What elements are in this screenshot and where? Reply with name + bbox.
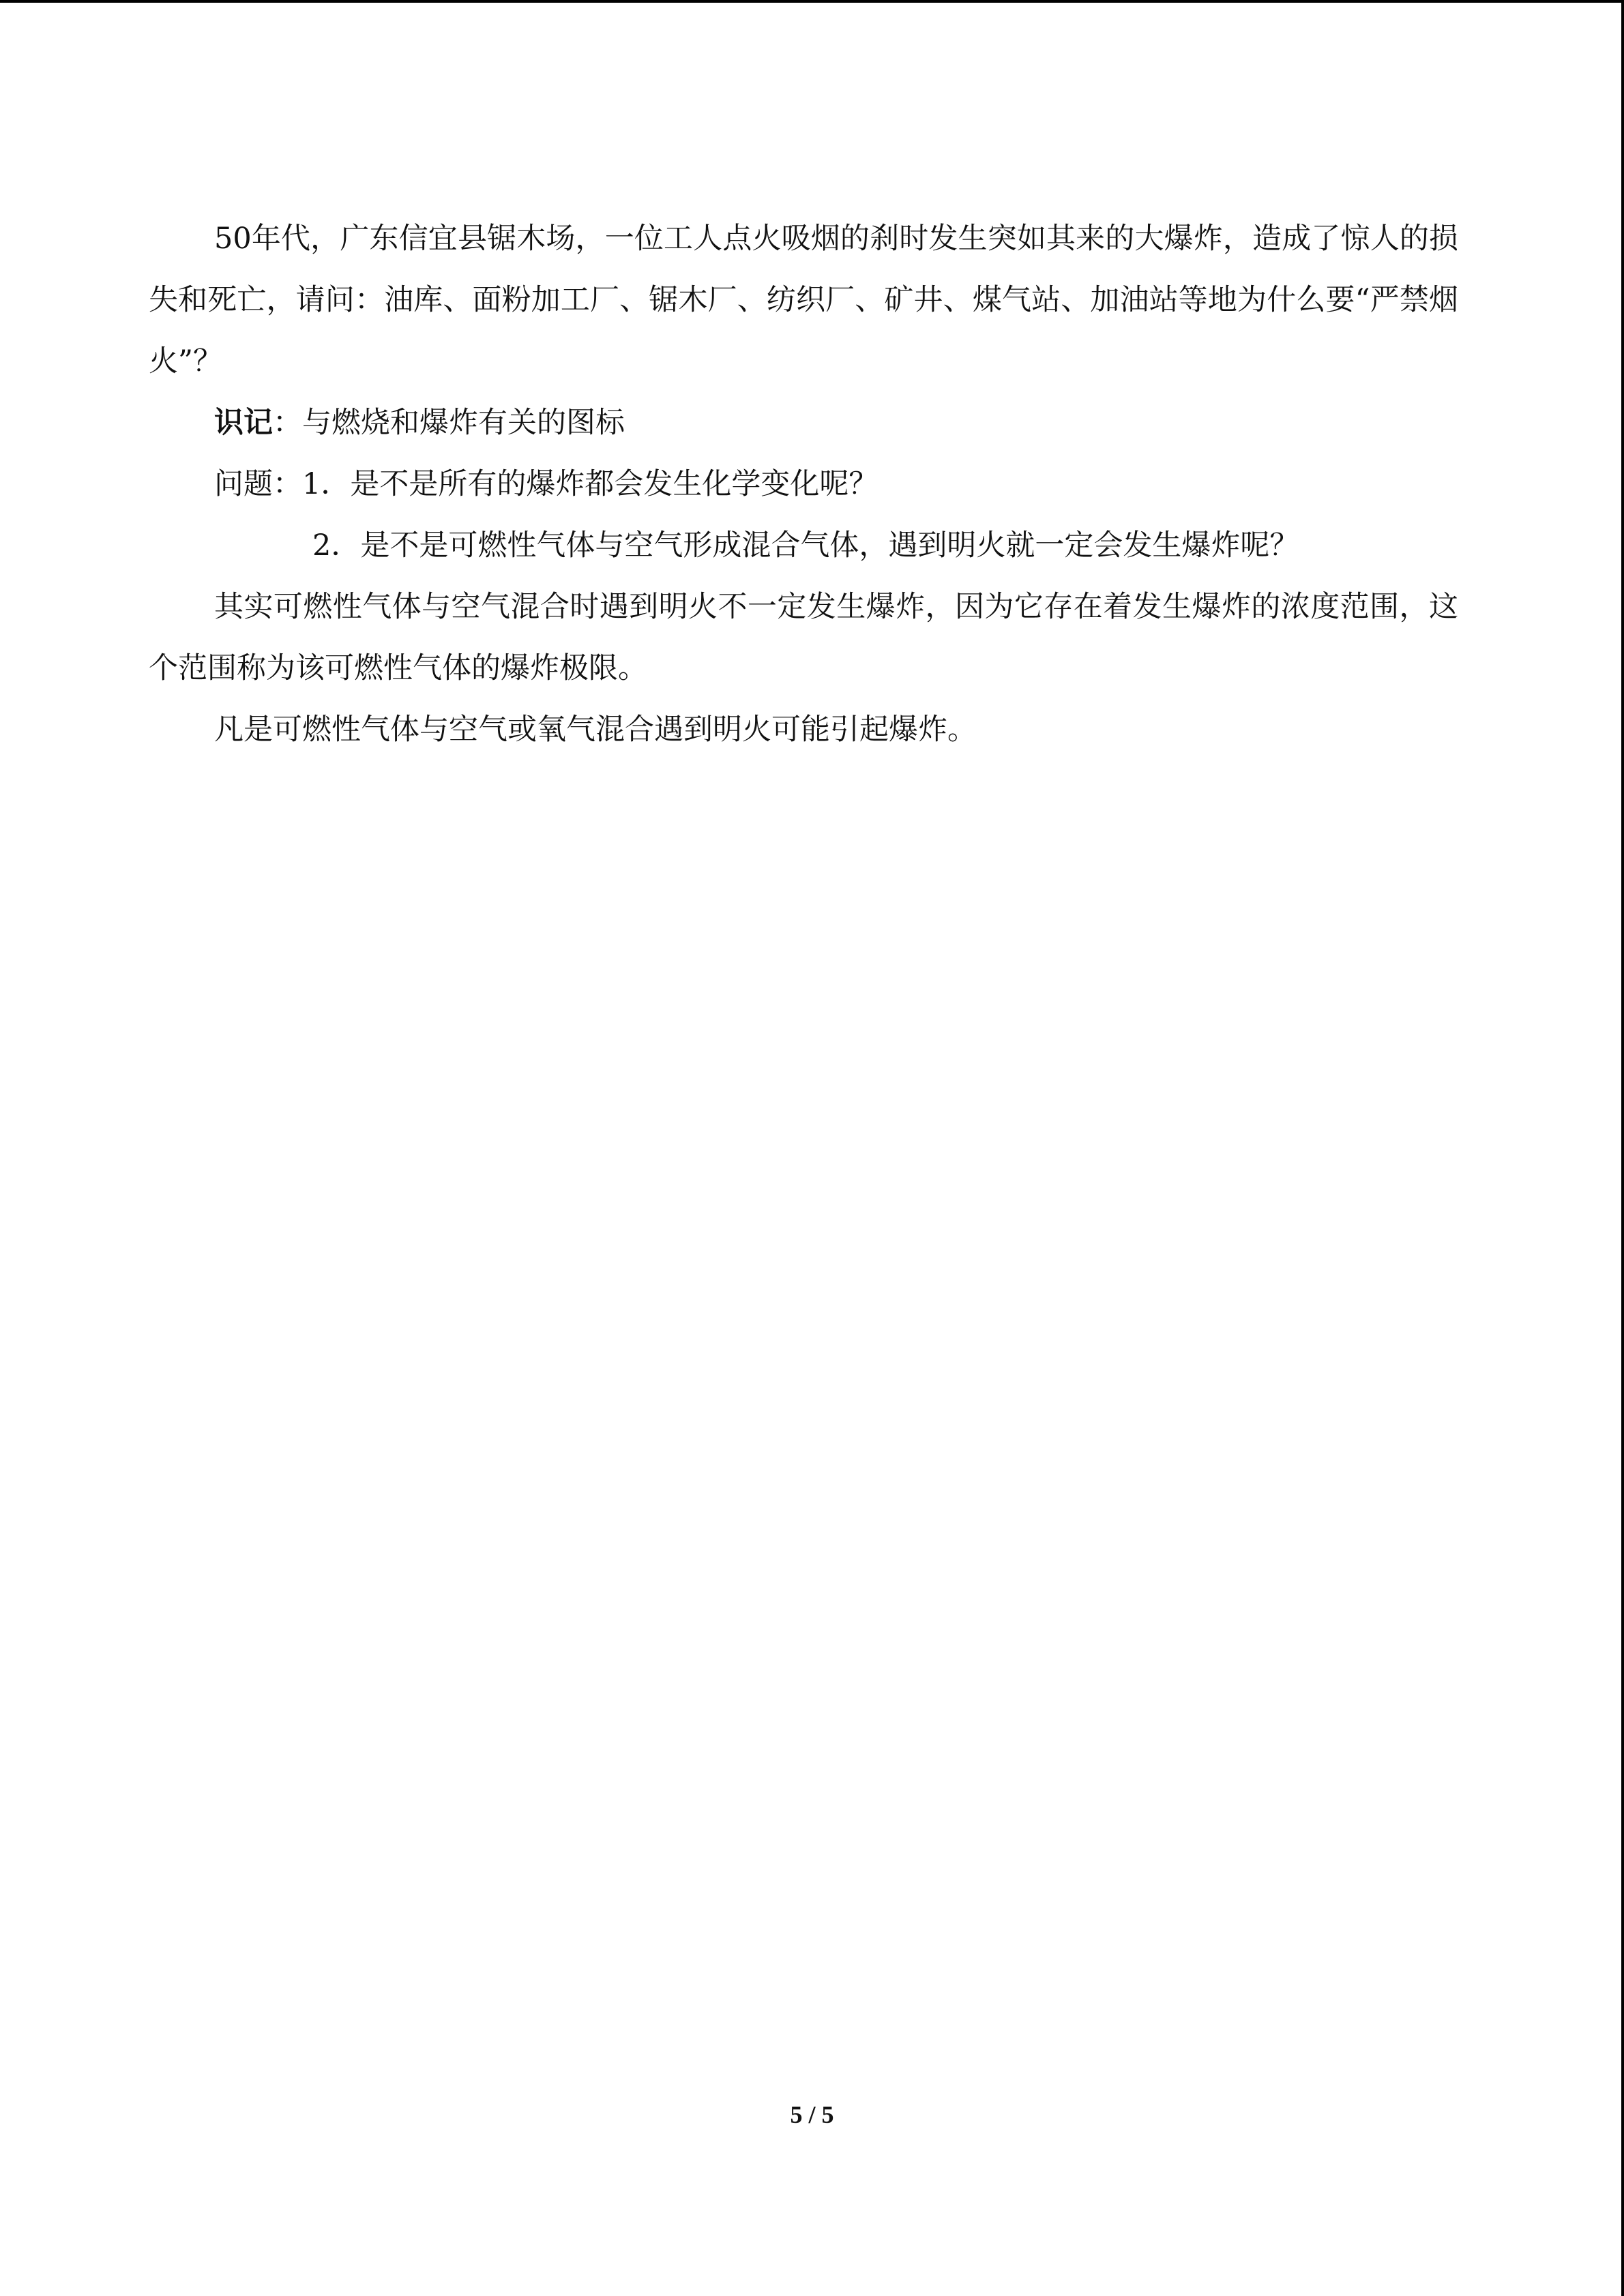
document-body — [149, 208, 1458, 760]
paragraph-explosion-story: 50年代，广东信宜县锯木场，一位工人点火吸烟的刹时发生突如其来的大爆炸，造成了惊人的损失和死亡，请问：油库、面粉加工厂、锯木厂、纺织厂、矿井、煤气站、加油站等地为什么要“严禁烟火”？ — [149, 222, 1458, 378]
page-number: 5 / 5 — [790, 2101, 834, 2128]
paragraph-question-1: 问题：1．是不是所有的爆炸都会发生化学变化呢？ — [214, 467, 879, 501]
paragraph-explosion-limit: 其实可燃性气体与空气混合时遇到明火不一定发生爆炸，因为它存在着发生爆炸的浓度范围，这个范围称为该可燃性气体的爆炸极限。 — [149, 590, 1458, 685]
top-border — [0, 0, 1624, 3]
paragraph-remember — [149, 392, 1458, 453]
paragraph-conclusion: 凡是可燃性气体与空气或氧气混合遇到明火可能引起爆炸。 — [214, 713, 977, 747]
remember-text: ：与燃烧和爆炸有关的图标 — [273, 406, 625, 440]
paragraph-question-2: 2．是不是可燃性气体与空气形成混合气体，遇到明火就一定会发生爆炸呢？ — [312, 528, 1299, 563]
remember-label: 识记 — [214, 406, 273, 440]
right-border — [1621, 0, 1624, 2296]
